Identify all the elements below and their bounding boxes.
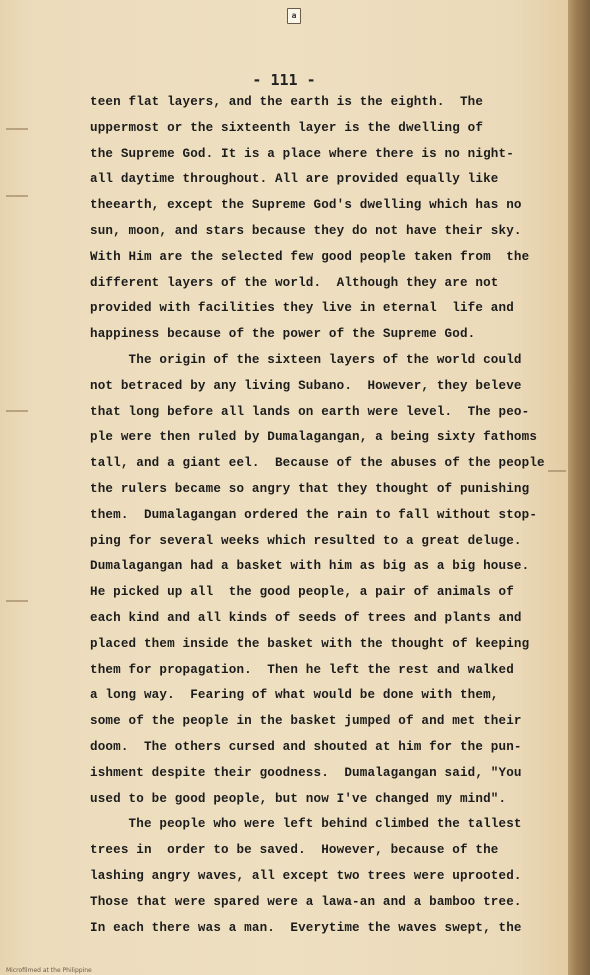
text-line: lashing angry waves, all except two trees were uprooted. [90, 868, 522, 883]
margin-mark [6, 128, 28, 130]
margin-mark [6, 195, 28, 197]
text-line: some of the people in the basket jumped of and met their [90, 714, 522, 729]
margin-mark [548, 470, 566, 472]
text-line: theearth, except the Supreme God's dwelling which has no [90, 198, 522, 213]
page-number: - 111 - [252, 71, 316, 89]
text-line: ping for several weeks which resulted to a great deluge. [90, 533, 522, 548]
text-line: that long before all lands on earth were level. The peo- [90, 404, 530, 419]
text-line: ple were then ruled by Dumalagangan, a being sixty fathoms [90, 430, 538, 445]
microfilm-footer: Microfilmed at the Philippine [6, 967, 92, 974]
text-line: Dumalagangan had a basket with him as big as a big house. [90, 559, 530, 574]
text-line: the Supreme God. It is a place where there is no night- [90, 146, 514, 161]
text-line: used to be good people, but now I've changed my mind". [90, 791, 507, 806]
text-line: placed them inside the basket with the thought of keeping [90, 636, 530, 651]
typewritten-body [90, 90, 545, 941]
text-line: sun, moon, and stars because they do not have their sky. [90, 223, 522, 238]
text-line: the rulers became so angry that they thought of punishing [90, 481, 530, 496]
page-tab-label: a [287, 8, 301, 24]
text-line: The origin of the sixteen layers of the world could [90, 352, 522, 367]
margin-mark [6, 600, 28, 602]
text-line: Those that were spared were a lawa-an and a bamboo tree. [90, 894, 522, 909]
text-line: provided with facilities they live in eternal life and [90, 301, 514, 316]
text-line: trees in order to be saved. However, because of the [90, 843, 499, 858]
text-line: uppermost or the sixteenth layer is the dwelling of [90, 120, 484, 135]
text-line: He picked up all the good people, a pair of animals of [90, 585, 514, 600]
text-line: different layers of the world. Although they are not [90, 275, 499, 290]
text-line: each kind and all kinds of seeds of trees and plants and [90, 610, 522, 625]
margin-mark [6, 410, 28, 412]
page-binding-edge [568, 0, 590, 975]
text-line: With Him are the selected few good people taken from the [90, 249, 530, 264]
text-line: doom. The others cursed and shouted at him for the pun- [90, 739, 522, 754]
text-line: teen flat layers, and the earth is the eighth. The [90, 95, 484, 109]
text-line: tall, and a giant eel. Because of the abuses of the people [90, 456, 545, 471]
text-line: ishment despite their goodness. Dumalagangan said, "You [90, 765, 522, 780]
text-line: a long way. Fearing of what would be done with them, [90, 688, 499, 703]
text-line: not betraced by any living Subano. However, they beleve [90, 378, 522, 393]
text-line: them. Dumalagangan ordered the rain to fall without stop- [90, 507, 538, 522]
text-line: The people who were left behind climbed the tallest [90, 817, 522, 832]
text-line: happiness because of the power of the Supreme God. [90, 327, 476, 342]
text-line: all daytime throughout. All are provided equally like [90, 172, 499, 187]
text-line: them for propagation. Then he left the rest and walked [90, 662, 514, 677]
text-line: In each there was a man. Everytime the waves swept, the [90, 920, 522, 935]
